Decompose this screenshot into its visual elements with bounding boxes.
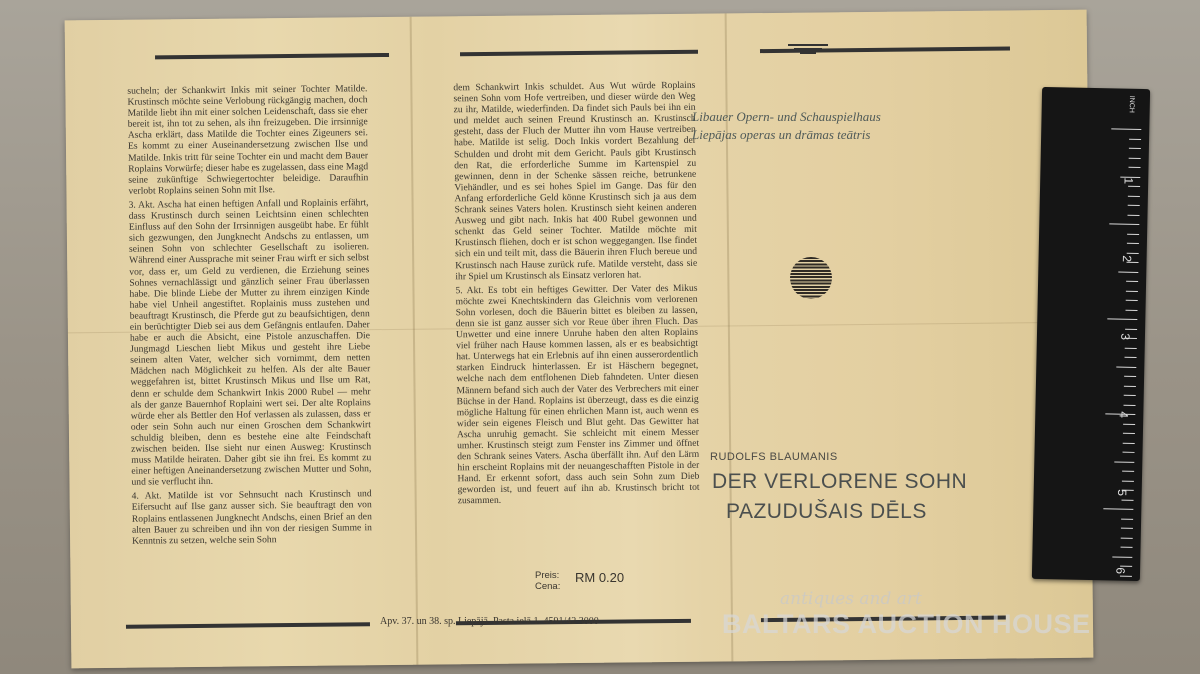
synopsis-paragraph: 5. Akt. Es tobt ein heftiges Gewitter. Der Vater des Mikus möchte zwei Knechtskindern das Gleichnis vom verlorenen Sohn vorlesen, doch die Bäuerin bittet es bleiben zu lassen, denn sie ist ganz ausser sich vor Reue über ihren Fluch. Das Unwetter und eine innere Unruhe haben den alten Roplains viel früher nach Hause kommen lassen, als er es beabsichtigt hat. Unterwegs hat ein Erlebnis auf ihn einen ausserordentlich starken Eindruck hinterlassen. Er ist Häschern begegnet, welche nach dem entflohenen Dieb fahndeten. Unter diesen Männern befand sich auch der Vater des Verbrechers mit einer Büchse in der Hand. Roplains ist überzeugt, dass es die einzig mögliche Haltung für einen ehrlichen Mann ist, auch wenn es wider sein eigenes Fleisch und Blut geht. Das Gewitter hat Ascha unruhig gemacht. Sie schleicht mit einem Messer umher. Krustinsch steigt zum Fenster ins Zimmer und öffnet den Schrank seines Vaters. Ascha überfällt ihn. Auf den Lärm hin erscheint Roplains mit der neuangeschafften Pistole in der Hand. Er erkennt sofort, dass auch sein Sohn zum Dieb geworden ist, und feuert auf ihn ab. Krustinsch bricht tot zusammen. xyxy=(455,282,700,507)
ruler-tick xyxy=(1123,433,1135,434)
theater-name-latvian: Liepājas operas un drāmas teātris xyxy=(692,127,871,142)
ruler-tick xyxy=(1122,480,1134,481)
ruler-tick xyxy=(1122,499,1134,500)
striped-disc-emblem xyxy=(790,257,832,299)
price-label-german: Preis: xyxy=(535,570,560,581)
ruler-number: 2 xyxy=(1120,255,1135,263)
ruler-tick xyxy=(1122,471,1134,472)
ruler-tick xyxy=(1127,252,1139,253)
ruler-tick xyxy=(1120,575,1132,576)
top-rule-left xyxy=(155,53,389,59)
synopsis-paragraph: sucheln; der Schankwirt Inkis mit seiner Tochter Matilde. Krustinsch möchte seine Verlobung rückgängig machen, doch Matilde liebt ihn mit einer solchen Leidenschaft, dass sie eher bereit ist, ihn tot zu sehen, als ihn freizugeben. Die irrsinnige Ascha erklärt, dass Matilde die Tochter eines Zigeuners sei. Es kommt zu einer Auseinandersetzung zwischen Ilse und Matilde. Inkis tritt für seine Tochter ein und macht dem Bauer Roplains Vorwürfe; dieser habe es zugelassen, dass eine Magd seine zukünftige Schwiegertochter beleidige. Daraufhin verlobt Roplains seinen Sohn mit Ilse. xyxy=(127,83,369,197)
ruler-tick xyxy=(1125,328,1137,329)
ruler-tick xyxy=(1116,366,1136,367)
synopsis-paragraph: 4. Akt. Matilde ist vor Sehnsucht nach Krustinsch und Eifersucht auf Ilse ganz ausser sich. Sie beauftragt den von Roplains entlassenen Jungknecht Andschs, einen Brief an den alten Bauer zu schreiben und ihn von der riesigen Summe in Kenntnis zu setzen, welche sein Sohn xyxy=(131,488,373,547)
ruler-tick xyxy=(1123,442,1135,443)
ruler-tick xyxy=(1107,318,1137,320)
ruler-unit-mark: INCH xyxy=(1127,95,1135,113)
synopsis-paragraph: 3. Akt. Ascha hat einen heftigen Anfall und Roplainis erfährt, dass Krustinsch durch seinen Leichtsinn einen schlechten Einfluss auf den Sohn der Irrsinnigen ausgeübt habe. Er fühlt sich gezwungen, den Jungknecht Andschs zu entlassen, um seinen Sohn von schlechter Gesellschaft zu isolieren. Während einer Aussprache mit seiner Frau wirft er sich selbst vor, dass er, um Geld zu verdienen, die Erziehung seines Sohnes vernachlässigt und gänzlich seiner Frau überlassen habe. Die blinde Liebe der Mutter zu ihrem einzigen Kinde habe viel Unheil angestiftet. Roplainis muss zustehen und beauftragt Krustinsch, die Pferde gut zu beaufsichtigen, denn ein berüchtigter Dieb sei aus dem Gefängnis entlaufen. Daher habe er auch die Absicht, eine Pistole anzuschaffen. Die Jungmagd Lieschen liebt Mikus und gesteht ihre Liebe seinem alten Vater, welcher sich vornimmt, dem netten Mädchen nach Möglichkeit zu helfen. Als der alte Bauer weggefahren ist, bittet Krustinsch Mikus und Ilse um Rat, denn er schulde dem Schankwirt Inkis 2000 Rubel — mehr als der ganze Bauernhof Roplaini wert sei. Der alte Roplains würde eher als Bettler den Hof verlassen als zulassen, dass er oder sein Sohn auch nur einen Groschen dem Schankwirt schuldig bleiben, denn es bestehe eine alte Feindschaft zwischen beiden. Ilse sieht nur einen Ausweg: Krustinsch muss Matilde heiraten. Daher gibt sie ihn frei. Es kommt zu einer heftigen Aneinandersetzung zwischen Mutter und Sohn, und sie verflucht ihn. xyxy=(128,197,372,488)
ruler-tick xyxy=(1109,223,1139,225)
ruler-tick xyxy=(1127,233,1139,234)
ruler-number: 4 xyxy=(1116,411,1132,419)
ruler-tick xyxy=(1128,186,1140,187)
ruler-tick xyxy=(1121,528,1133,529)
ruler-tick xyxy=(1124,376,1136,377)
ruler-tick xyxy=(1126,309,1138,310)
ruler-tick xyxy=(1123,452,1135,453)
ruler-tick xyxy=(1121,518,1133,519)
author-name: RUDOLFS BLAUMANIS xyxy=(710,451,838,463)
ruler-tick xyxy=(1125,357,1137,358)
ruler-tick xyxy=(1127,243,1139,244)
bottom-rule-left xyxy=(126,622,370,629)
ruler-tick xyxy=(1103,508,1133,510)
ruler-number: 1 xyxy=(1121,177,1136,185)
ruler-tick xyxy=(1121,547,1133,548)
measuring-ruler xyxy=(1032,87,1150,581)
synopsis-column-left xyxy=(127,83,372,605)
ruler-tick xyxy=(1114,461,1134,462)
theater-name xyxy=(692,108,942,144)
ruler-tick xyxy=(1129,138,1141,139)
ruler-tick xyxy=(1112,556,1132,557)
ruler-tick xyxy=(1125,347,1137,348)
ruler-tick xyxy=(1126,300,1138,301)
fold-line xyxy=(410,17,419,665)
ruler-tick xyxy=(1126,290,1138,291)
synopsis-paragraph: dem Schankwirt Inkis schuldet. Aus Wut würde Roplains seinen Sohn vom Hofe vertreiben, und dieser würde den Weg zu ihr, Matilde, wiederfinden. Da findet sich Pauls bei ihn ein und meldet auch seinen Freund Krustinsch an. Krustinsch gesteht, dass der Fluch der Mutter ihn vom Hause vertreiben habe. Matilde ist selig. Doch Inkis vordert Bezahlung der Schulden und droht mit dem Gericht. Pauls gibt Krustinsch den Rat, die erforderliche Summe im Kartenspiel zu gewinnen, denn in der Schenke sässen reiche, betrunkene Viehändler, und es sei hohes Spiel im Gange. Das für den Anfang erforderliche Geld könne Krustinsch sich ja aus dem Schrank seines Vaters holen. Krustinsch sieht keinen anderen Ausweg und gibt nach. Inkis hat 400 Rubel gewonnen und schenkt das Geld seiner Tochter. Matilde möchte mit Krustinsch fliehen, doch er ist schon weggegangen. Ilse findet sich ein und teilt mit, dass die Bäuerin ihren Fluch bereue und Krustinsch nach Hause zurück rufe. Matilde versteht, dass sie ihr Spiel um Krustinsch als Einsatz verloren hat. xyxy=(453,79,698,282)
price-value: RM 0.20 xyxy=(575,570,625,585)
synopsis-column-middle xyxy=(453,80,700,563)
play-title-german: DER VERLORENE SOHN xyxy=(712,470,968,493)
ruler-tick xyxy=(1127,214,1139,215)
ruler-tick xyxy=(1128,167,1140,168)
ruler-tick xyxy=(1121,537,1133,538)
ruler-tick xyxy=(1124,404,1136,405)
ruler-number: 6 xyxy=(1113,567,1128,575)
ruler-tick xyxy=(1129,157,1141,158)
price-label-latvian: Cena: xyxy=(535,581,561,592)
ornament-icon xyxy=(788,44,828,56)
ruler-tick xyxy=(1128,195,1140,196)
ruler-tick xyxy=(1124,385,1136,386)
watermark-brand: BALTARS AUCTION HOUSE xyxy=(722,609,1091,639)
ruler-tick xyxy=(1129,148,1141,149)
ruler-number: 3 xyxy=(1118,333,1133,341)
top-rule-middle xyxy=(460,50,698,56)
ruler-tick xyxy=(1111,128,1141,130)
price-labels xyxy=(535,570,560,592)
ruler-tick xyxy=(1128,205,1140,206)
watermark-tagline: antiques and art xyxy=(780,589,922,609)
ruler-tick xyxy=(1123,423,1135,424)
ruler-number: 5 xyxy=(1115,489,1130,497)
ruler-tick xyxy=(1118,271,1138,272)
printer-imprint: Apv. 37. un 38. sp. Liepājā. Pasta ielā 1. 4591/42 3000 xyxy=(380,616,599,627)
play-title-latvian: PAZUDUŠAIS DĒLS xyxy=(726,500,927,523)
ruler-tick xyxy=(1126,281,1138,282)
theater-name-german: Libauer Opern- und Schauspielhaus xyxy=(692,109,881,124)
ruler-tick xyxy=(1124,395,1136,396)
